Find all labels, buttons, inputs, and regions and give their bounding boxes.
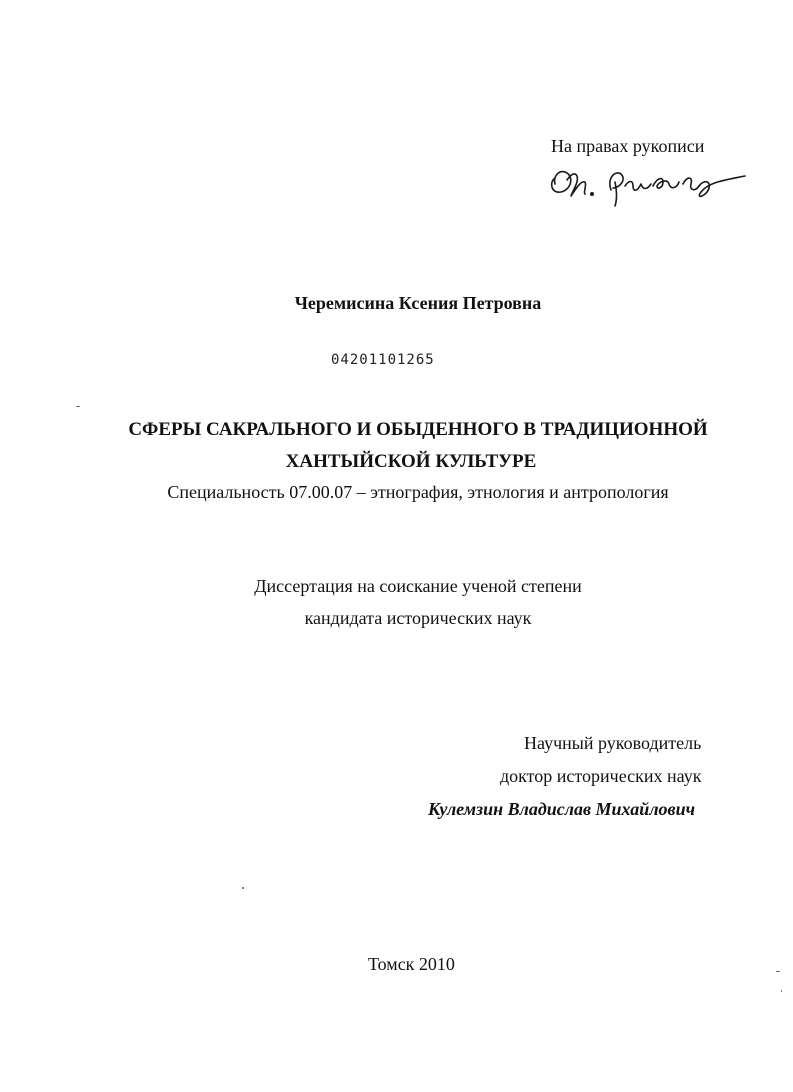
scan-speck — [776, 971, 780, 972]
scan-speck — [76, 406, 80, 407]
registration-number: 04201101265 — [331, 352, 435, 368]
rights-notice: На правах рукописи — [551, 136, 705, 156]
scan-speck — [242, 887, 244, 889]
supervisor-name: Кулемзин Владислав Михайлович — [428, 799, 696, 819]
scan-speck — [781, 990, 782, 992]
supervisor-role: Научный руководитель — [524, 733, 702, 753]
dissertation-title-line-1: СФЕРЫ САКРАЛЬНОГО И ОБЫДЕННОГО В ТРАДИЦИОННОЙ — [128, 419, 708, 440]
supervisor-degree: доктор исторических наук — [500, 766, 702, 786]
degree-statement-line-2: кандидата исторических наук — [304, 608, 532, 628]
place-and-year: Томск 2010 — [368, 954, 455, 974]
handwritten-signature — [545, 160, 750, 215]
author-name: Черемисина Ксения Петровна — [294, 293, 542, 313]
specialty-line: Специальность 07.00.07 – этнография, этнология и антропология — [167, 482, 669, 502]
degree-statement-line-1: Диссертация на соискание ученой степени — [254, 576, 582, 596]
dissertation-title-line-2: ХАНТЫЙСКОЙ КУЛЬТУРЕ — [285, 451, 537, 472]
